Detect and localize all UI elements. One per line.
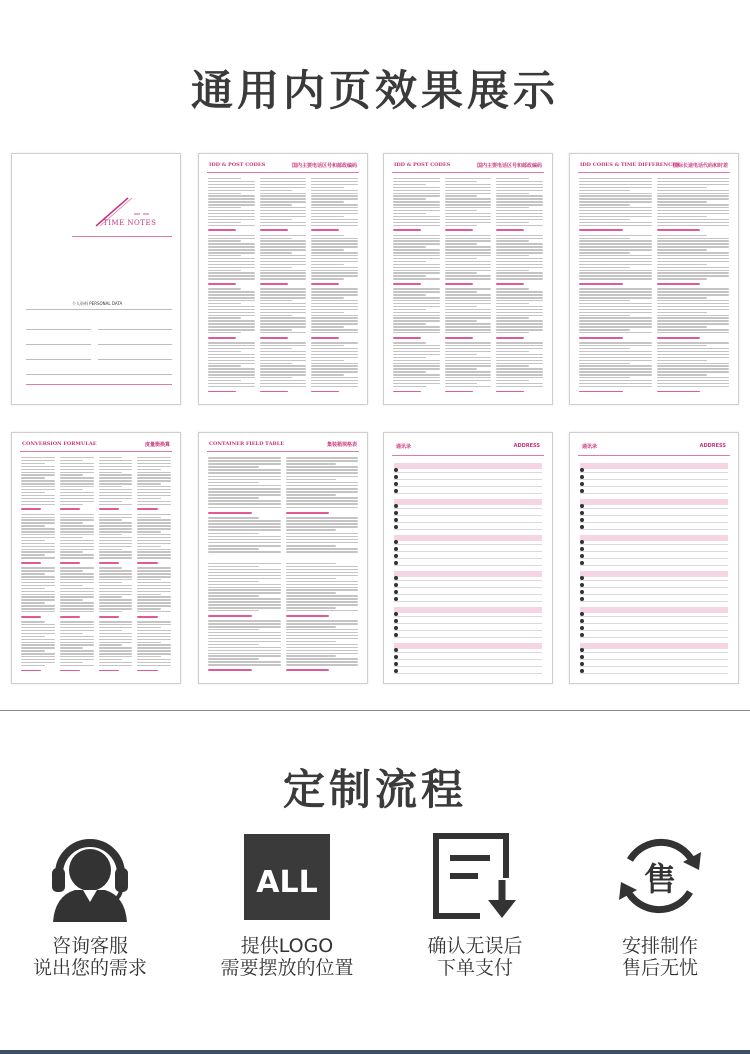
page-header-right: 国内主要电话区号和邮政编码 bbox=[476, 163, 542, 169]
section-divider bbox=[0, 710, 750, 711]
page-header-right: ADDRESS bbox=[513, 443, 540, 449]
step-label-line2: 售后无忧 bbox=[621, 957, 698, 979]
after-sales-icon bbox=[615, 830, 705, 922]
process-step-production bbox=[585, 830, 735, 990]
page-idd-post-codes-2 bbox=[383, 153, 553, 405]
page-container-field-table bbox=[198, 432, 368, 684]
page-header-left: 通讯录 bbox=[396, 444, 412, 450]
step-label-line1: 提供LOGO bbox=[240, 935, 334, 957]
process-step-consult bbox=[15, 830, 165, 990]
all-logo-icon bbox=[242, 830, 332, 922]
svg-text:售: 售 bbox=[643, 860, 677, 898]
page-address-1 bbox=[383, 432, 553, 684]
page-header-left: IDD & POST CODES bbox=[209, 162, 266, 168]
page-cover bbox=[11, 153, 181, 405]
section-title-showcase: 通用内页效果展示 bbox=[190, 66, 559, 115]
page-header-left: CONTAINER FIELD TABLE bbox=[209, 441, 285, 447]
page-header-left: CONVERSION FORMULAE bbox=[22, 441, 97, 447]
svg-text:ALL: ALL bbox=[256, 865, 318, 900]
logo-text: TIME NOTES bbox=[103, 219, 157, 227]
headset-icon bbox=[45, 830, 135, 922]
page-header-right: 集装箱规格表 bbox=[326, 442, 357, 448]
process-step-confirm bbox=[400, 830, 550, 990]
process-step-logo bbox=[212, 830, 362, 990]
page-address-2 bbox=[569, 432, 739, 684]
page-header-right: 度量衡换算 bbox=[144, 442, 170, 448]
step-label-line1: 安排制作 bbox=[621, 935, 698, 957]
page-header-left: IDD & POST CODES bbox=[394, 162, 451, 168]
page-header-left: IDD CODES & TIME DIFFERENCES bbox=[580, 162, 680, 168]
step-label-line2: 需要摆放的位置 bbox=[220, 957, 354, 979]
document-download-icon bbox=[430, 830, 520, 922]
step-label-line1: 咨询客服 bbox=[51, 935, 128, 957]
page-conversion-formulae bbox=[11, 432, 181, 684]
personal-data-label: 个人资料 PERSONAL DATA bbox=[72, 301, 123, 306]
page-header-right: ADDRESS bbox=[699, 443, 726, 449]
step-label-line1: 确认无误后 bbox=[427, 935, 523, 957]
page-header-left: 通讯录 bbox=[582, 444, 598, 450]
step-label-line2: 说出您的需求 bbox=[32, 957, 147, 979]
page-idd-post-codes-1 bbox=[198, 153, 368, 405]
section-title-process: 定制流程 bbox=[282, 765, 467, 814]
page-idd-time-differences bbox=[569, 153, 739, 405]
page-header-right: 国内主要电话区号和邮政编码 bbox=[291, 163, 357, 169]
step-label-line2: 下单支付 bbox=[436, 957, 513, 979]
page-header-right: 国际长途电话代码和时差 bbox=[672, 163, 728, 169]
bottom-bar bbox=[0, 1050, 750, 1054]
